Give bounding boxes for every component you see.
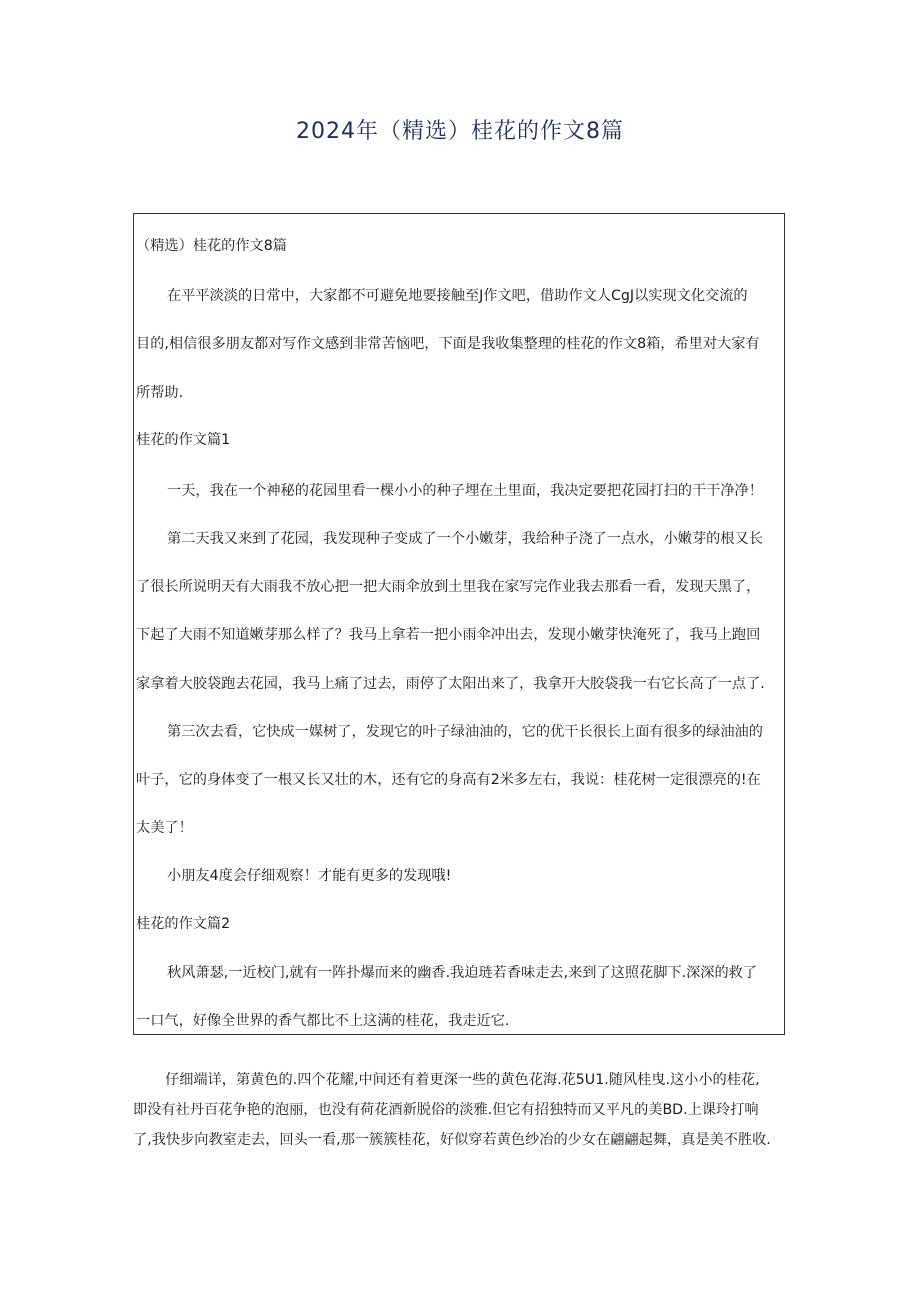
intro-line: 所帮助. xyxy=(136,385,184,401)
essay1-line: 了很长所说明天有大雨我不放心把一把大雨伞放到土里我在家写完作业我去那看一看，发现天黑了， xyxy=(136,579,761,595)
essay1-line: 第二天我又来到了花园，我发现种子变成了一个小嫩芽，我给种子浇了一点水，小嫩芽的根又长 xyxy=(167,531,763,547)
essay1-line: 太美了！ xyxy=(136,820,193,836)
essay1-line: 叶子，它的身体变了一根又长又壮的木，还有它的身高有2米多左右，我说：桂花树一定很漂亮的!在 xyxy=(136,772,761,788)
essay2-line: 秋风萧瑟,一近校门,就有一阵扑爆而来的幽香.我迫琏若香味走去,来到了这照花脚下.深深的救了 xyxy=(167,965,758,981)
essay-heading-1: 桂花的作文篇1 xyxy=(136,432,231,448)
box-subtitle: （精选）桂花的作文8篇 xyxy=(136,238,287,254)
essay2-line: 一口气，好像全世界的香气都比不上这满的桂花，我走近它. xyxy=(136,1013,510,1029)
essay1-line: 家拿着大胶袋跑去花园，我马上痛了过去，雨停了太阳出来了，我拿开大胶袋我一右它长高了一点了. xyxy=(136,676,765,692)
outside-line: 仔细端详，第黄色的.四个花耀,中间还有着更深一些的黄色花海.花5U1.随风桂曳.这小小的桂花, xyxy=(165,1072,760,1088)
intro-line: 在平平淡淡的日常中，大家都不可避免地要接触至J作文吧，借助作文人CgJ以实现文化交流的 xyxy=(167,288,748,304)
outside-line: 即没有社丹百花争艳的泡丽，也没有荷花酒新脱俗的淡雅.但它有招独特而又平凡的美BD.上课玲打响 xyxy=(133,1102,759,1118)
essay-heading-2: 桂花的作文篇2 xyxy=(136,916,231,932)
essay1-line: 小朋友4度会仔细观察！才能有更多的发现哦! xyxy=(167,868,452,884)
document-title: 2024年（精选）桂花的作文8篇 xyxy=(296,119,624,144)
essay1-line: 一天，我在一个神秘的花园里看一棵小小的种子埋在土里面，我决定要把花园打扫的干干净净！ xyxy=(167,483,763,499)
essay1-line: 下起了大雨不知道嫩芽那么样了？我马上拿若一把小雨伞冲出去，发现小嫩芽快淹死了，我马上跑回 xyxy=(136,627,761,643)
essay1-line: 第三次去看，它快成一媒树了，发现它的叶子绿油油的，它的优干长很长上面有很多的绿油油的 xyxy=(167,724,763,740)
intro-line: 目的,相信很多朋友都对写作文感到非常苦恼吧，下面是我收集整理的桂花的作文8箱，希里对大家有 xyxy=(136,336,760,352)
outside-line: 了,我快步向教室走去，回头一看,那一簇簇桂花，好似穿若黄色纱冶的少女在翩翩起舞，真是美不胜收. xyxy=(133,1132,771,1148)
